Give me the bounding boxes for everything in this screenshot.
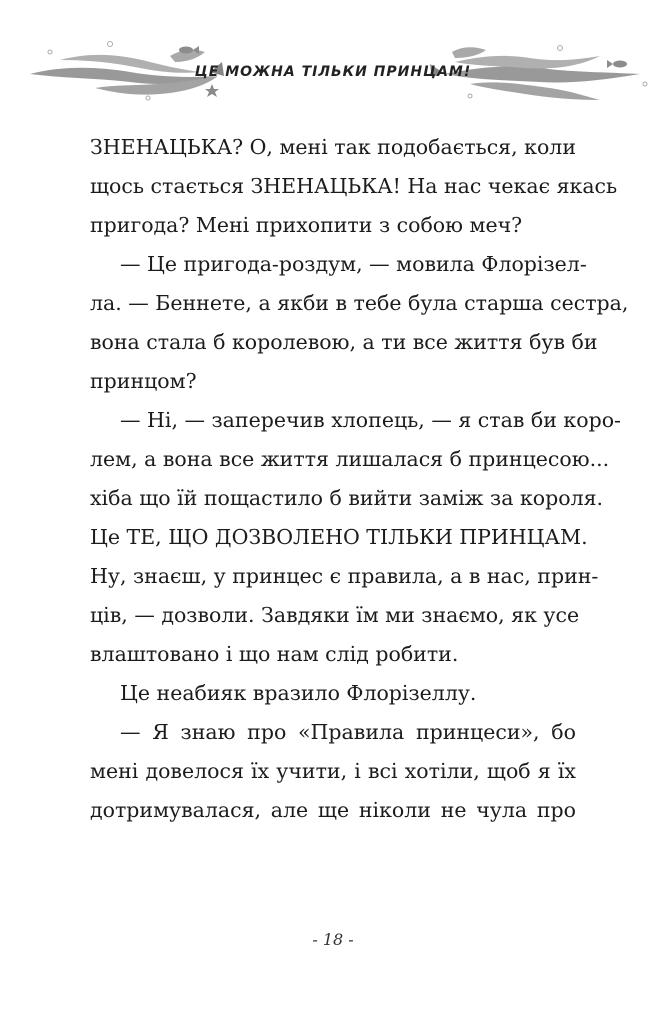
text-line: щось стається ЗНЕНАЦЬКА! На нас чекає якась bbox=[90, 174, 618, 198]
text-line: мені довелося їх учити, і всі хотіли, щоб я їх bbox=[90, 759, 576, 783]
text-line: ців, — дозволи. Завдяки їм ми знаємо, як усе bbox=[90, 603, 580, 627]
text-line: пригода? Мені прихопити з собою меч? bbox=[90, 213, 523, 237]
text-line: — Ні, — заперечив хлопець, — я став би коро- bbox=[120, 408, 621, 432]
text-line: ЗНЕНАЦЬКА? О, мені так подобається, коли bbox=[90, 135, 576, 159]
text-line: — Я знаю про «Правила принцеси», бо bbox=[120, 720, 576, 744]
text-line: принцом? bbox=[90, 369, 197, 393]
text-line: — Це пригода-роздум, — мовила Флорізел- bbox=[120, 252, 587, 276]
text-line: дотримувалася, але ще ніколи не чула про bbox=[90, 798, 576, 822]
text-line: лем, а вона все життя лишалася б принцесою... bbox=[90, 447, 610, 471]
text-line: вона стала б королевою, а ти все життя був би bbox=[90, 330, 598, 354]
text-line: Ну, знаєш, у принцес є правила, а в нас, прин- bbox=[90, 564, 599, 588]
seaweed-ornament bbox=[0, 0, 666, 120]
page-header bbox=[0, 0, 666, 120]
running-title: ЦЕ МОЖНА ТІЛЬКИ ПРИНЦАМ! bbox=[194, 64, 472, 80]
text-line: Це неабияк вразило Флорізеллу. bbox=[120, 681, 477, 705]
text-line: хіба що їй пощастило б вийти заміж за короля. bbox=[90, 486, 604, 510]
page-number: - 18 - bbox=[312, 930, 354, 949]
body-text bbox=[90, 128, 629, 830]
starfish-icon bbox=[205, 84, 219, 97]
text-line: влаштовано і що нам слід робити. bbox=[90, 642, 459, 666]
text-line: ла. — Беннете, а якби в тебе була старша сестра, bbox=[90, 291, 629, 315]
text-line: Це ТЕ, ЩО ДОЗВОЛЕНО ТІЛЬКИ ПРИНЦАМ. bbox=[90, 525, 588, 549]
